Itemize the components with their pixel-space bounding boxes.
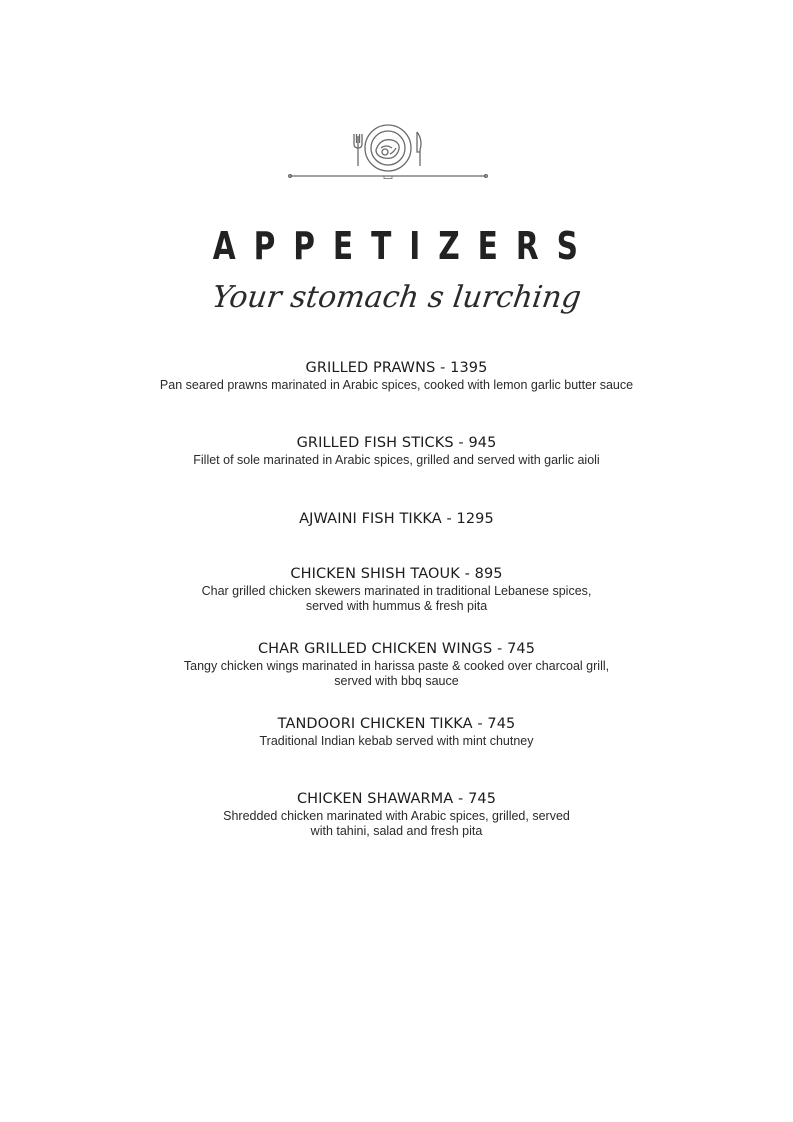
- plate-icon: [365, 125, 411, 171]
- menu-item-name: CHAR GRILLED CHICKEN WINGS: [257, 641, 493, 657]
- menu-item: [0, 358, 793, 393]
- menu-item-description: Tangy chicken wings marinated in harissa paste & cooked over charcoal grill,: [183, 659, 610, 673]
- plate-fork-knife-logo: [286, 118, 490, 182]
- menu-item-description: Pan seared prawns marinated in Arabic spices, cooked with lemon garlic butter sauce: [159, 378, 634, 392]
- menu-item-price: 945: [468, 435, 497, 451]
- menu-item-price: 745: [487, 716, 516, 732]
- menu-item-heading: GRILLED FISH STICKS - 945: [296, 435, 497, 451]
- menu-item-price: 745: [468, 791, 497, 807]
- menu-item-price: 1295: [456, 511, 494, 527]
- page-title: APPETIZERS: [212, 224, 596, 268]
- menu-item-name: CHICKEN SHISH TAOUK: [290, 566, 460, 582]
- menu-item-name: GRILLED PRAWNS: [305, 360, 436, 376]
- menu-item-description: with tahini, salad and fresh pita: [310, 823, 483, 838]
- menu-item-name: GRILLED FISH STICKS: [296, 435, 454, 451]
- menu-item-price: 895: [474, 566, 503, 582]
- menu-item-description: served with hummus & fresh pita: [305, 598, 488, 613]
- menu-item: [0, 714, 793, 749]
- menu-item: [0, 789, 793, 838]
- menu-item-heading: TANDOORI CHICKEN TIKKA - 745: [277, 716, 516, 732]
- menu-item-price: 745: [507, 641, 536, 657]
- menu-item-price: 1395: [450, 360, 488, 376]
- menu-item: [0, 639, 793, 688]
- menu-item-heading: AJWAINI FISH TIKKA - 1295: [299, 511, 494, 527]
- menu-item-heading: CHICKEN SHAWARMA - 745: [296, 791, 497, 807]
- menu-item-description: Char grilled chicken skewers marinated in traditional Lebanese spices,: [201, 584, 592, 598]
- menu-item-name: AJWAINI FISH TIKKA: [299, 511, 442, 527]
- menu-item-name: TANDOORI CHICKEN TIKKA: [277, 716, 473, 732]
- page-subtitle: Your stomach s lurching: [209, 280, 584, 315]
- menu-item-heading: CHAR GRILLED CHICKEN WINGS - 745: [257, 641, 536, 657]
- menu-item-heading: CHICKEN SHISH TAOUK - 895: [290, 566, 503, 582]
- menu-item-description: Traditional Indian kebab served with mint chutney: [259, 734, 534, 748]
- menu-item-description: served with bbq sauce: [334, 673, 459, 688]
- menu-item-description: Shredded chicken marinated with Arabic spices, grilled, served: [223, 809, 570, 823]
- menu-item: [0, 564, 793, 613]
- menu-item: [0, 433, 793, 468]
- menu-item-name: CHICKEN SHAWARMA: [296, 791, 454, 807]
- menu-item-description: Fillet of sole marinated in Arabic spices, grilled and served with garlic aioli: [193, 453, 600, 467]
- menu-item: [0, 509, 793, 529]
- menu-item-heading: GRILLED PRAWNS - 1395: [305, 360, 488, 376]
